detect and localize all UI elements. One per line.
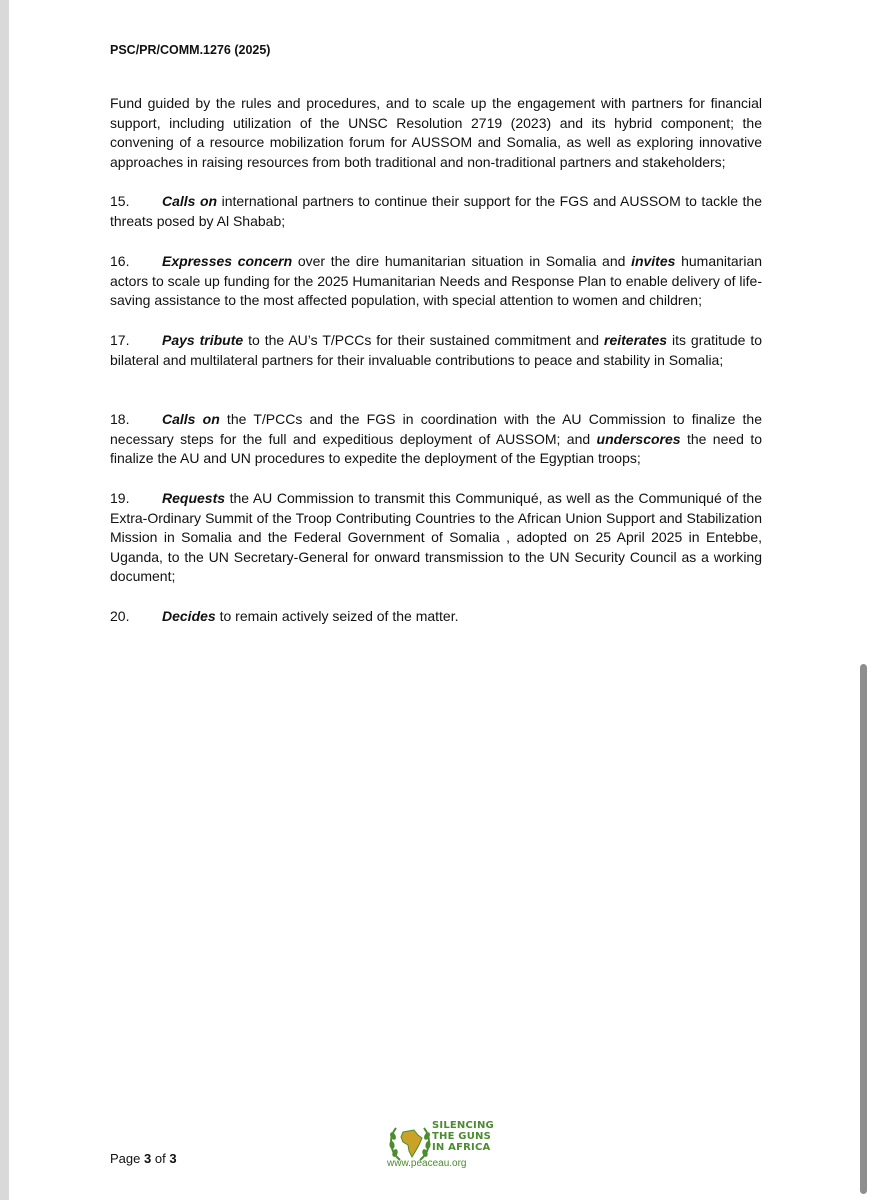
paragraph-16 xyxy=(110,252,762,311)
logo-line: IN AFRICA xyxy=(432,1142,491,1153)
operative-keyword: Calls on xyxy=(162,411,220,427)
page-total: 3 xyxy=(169,1151,177,1166)
logo-wordmark xyxy=(432,1120,494,1153)
operative-keyword: Pays tribute xyxy=(162,332,244,348)
paragraph-15 xyxy=(110,192,762,231)
paragraph-text: humanitarian actors to scale up funding for the 2025 Humanitarian Needs and Response Plan to enable delivery of life-saving assistance to the most affected population, with special attention to women and children; xyxy=(110,253,763,308)
paragraph-text: the T/PCCs and the FGS in coordination with the AU Commission to finalize the necessary steps for the full and expeditious deployment of AUSSOM; and xyxy=(110,411,762,447)
paragraph-text: to the AU’s T/PCCs for their sustained commitment and xyxy=(243,332,604,348)
paragraph-number: 17. xyxy=(110,332,130,348)
paragraph-number: 19. xyxy=(110,490,130,506)
operative-keyword: reiterates xyxy=(604,332,668,348)
paragraph-20 xyxy=(110,607,762,627)
paragraph-number: 20. xyxy=(110,608,130,624)
logo-line: THE GUNS xyxy=(432,1131,492,1142)
document-page xyxy=(9,0,855,1200)
paragraph-18 xyxy=(110,410,762,469)
page-label: Page xyxy=(110,1151,141,1166)
logo-line: SILENCING xyxy=(432,1120,494,1131)
paragraph-number: 16. xyxy=(110,253,130,269)
paragraph-text: its gratitude to bilateral and multilateral partners for their invaluable contributions to peace and stability in Somalia; xyxy=(110,332,762,368)
document-reference: PSC/PR/COMM.1276 (2025) xyxy=(110,43,271,57)
intro-paragraph: Fund guided by the rules and procedures, and to scale up the engagement with partners for financial support, including utilization of the UNSC Resolution 2719 (2023) and its hybrid component; the convening of a resource mobilization forum for AUSSOM and Somalia, as well as exploring innovative approaches in raising resources from both traditional and non-traditional partners and stakeholders; xyxy=(110,95,762,170)
page-current: 3 xyxy=(144,1151,152,1166)
logo-url: www.peaceau.org xyxy=(387,1158,467,1169)
paragraph-text: the AU Commission to transmit this Communiqué, as well as the Communiqué of the Extra-Ordinary Summit of the Troop Contributing Countries to the African Union Support and Stabilization Mission in Somalia and the Federal Government of Somalia , adopted on 25 April 2025 in Entebbe, Uganda, to the UN Secretary-General for onward transmission to the UN Security Council as a working document; xyxy=(110,490,762,584)
paragraph-text: international partners to continue their support for the FGS and AUSSOM to tackle the threats posed by Al Shabab; xyxy=(110,193,762,229)
scrollbar-thumb[interactable] xyxy=(860,664,867,1194)
paragraph-17 xyxy=(110,331,762,370)
paragraph-text: over the dire humanitarian situation in Somalia and xyxy=(292,253,632,269)
paragraph-number: 15. xyxy=(110,193,130,209)
paragraph-text: to remain actively seized of the matter. xyxy=(215,608,459,624)
paragraph-number: 18. xyxy=(110,411,130,427)
operative-keyword: Calls on xyxy=(162,193,218,209)
operative-keyword: Expresses concern xyxy=(162,253,293,269)
operative-keyword: Requests xyxy=(162,490,226,506)
page-number xyxy=(110,1151,177,1166)
page-of: of xyxy=(154,1151,166,1166)
paragraph-text: the need to finalize the AU and UN procedures to expedite the deployment of the Egyptian troops; xyxy=(110,430,762,466)
operative-keyword: invites xyxy=(631,253,676,269)
operative-keyword: underscores xyxy=(596,430,681,447)
paragraph-19 xyxy=(110,489,762,587)
operative-keyword: Decides xyxy=(162,608,216,624)
